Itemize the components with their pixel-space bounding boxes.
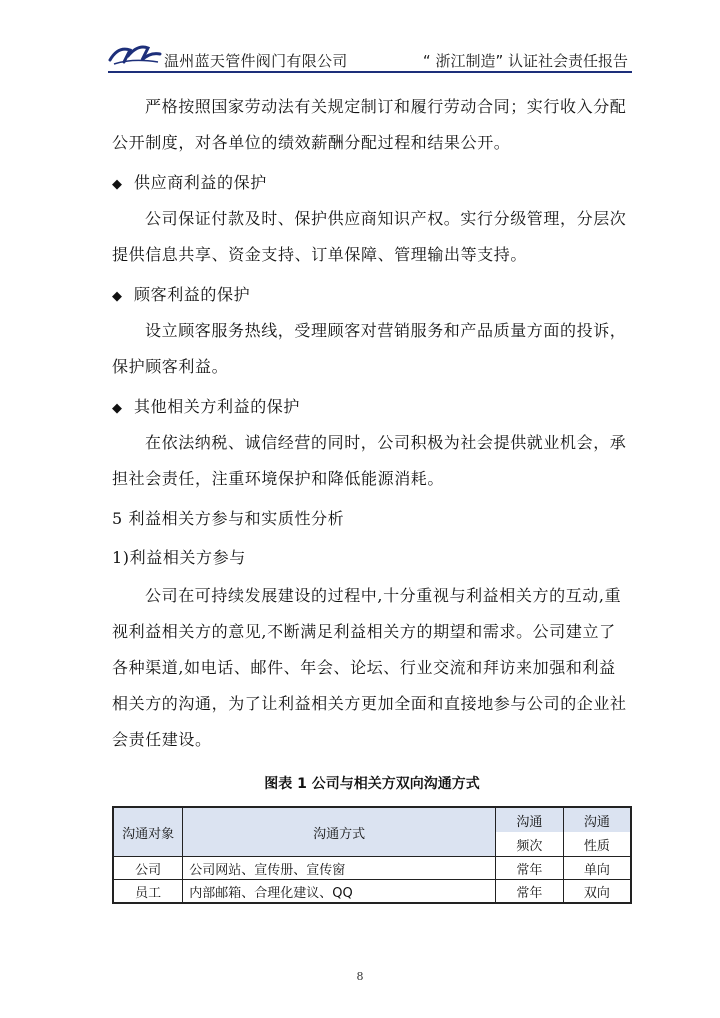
diamond-bullet-icon: ◆ (112, 289, 123, 304)
paragraph-stakeholder-participation (112, 578, 632, 758)
header-cell-frequency-top: 沟通 (495, 807, 563, 832)
cell-method: 内部邮箱、合理化建议、QQ (183, 880, 496, 904)
paragraph-customer (112, 313, 632, 385)
table-header-row (113, 807, 631, 832)
paragraph-line: 公司在可持续发展建设的过程中,十分重视与利益相关方的互动,重 (145, 586, 622, 605)
header-divider (108, 71, 632, 73)
report-title: “ 浙江制造” 认证社会责任报告 (422, 52, 628, 70)
cell-frequency: 常年 (495, 880, 563, 904)
cell-target: 员工 (113, 880, 183, 904)
company-name: 温州蓝天管件阀门有限公司 (164, 52, 348, 70)
header-cell-nature-top: 沟通 (563, 807, 631, 832)
paragraph-line: 公开制度，对各单位的绩效薪酬分配过程和结果公开。 (112, 133, 511, 152)
cell-nature: 双向 (563, 880, 631, 904)
bullet-supplier-protection (112, 165, 267, 203)
paragraph-other (112, 425, 632, 497)
header-cell-target: 沟通对象 (113, 807, 183, 857)
company-logo (108, 40, 162, 68)
table-row (113, 857, 631, 880)
cell-frequency: 常年 (495, 857, 563, 880)
paragraph-line: 保护顾客利益。 (112, 357, 229, 376)
communication-table (112, 806, 632, 904)
diamond-bullet-icon: ◆ (112, 177, 123, 192)
subsection-heading: 1)利益相关方参与 (112, 548, 246, 567)
paragraph-line: 在依法纳税、诚信经营的同时，公司积极为社会提供就业机会，承 (145, 433, 627, 452)
table-row (113, 880, 631, 904)
header-cell-nature-bottom: 性质 (563, 832, 631, 857)
paragraph-line: 会责任建设。 (112, 730, 212, 749)
bullet-label: 其他相关方利益的保护 (134, 397, 301, 416)
paragraph-line: 相关方的沟通，为了让利益相关方更加全面和直接地参与公司的企业社 (112, 694, 627, 713)
bullet-other-stakeholders (112, 389, 300, 427)
page-number: 8 (356, 970, 364, 983)
cell-method: 公司网站、宣传册、宣传窗 (183, 857, 496, 880)
cell-target: 公司 (113, 857, 183, 880)
bullet-label: 供应商利益的保护 (134, 173, 267, 192)
header-cell-frequency-bottom: 频次 (495, 832, 563, 857)
page-header (108, 38, 632, 72)
paragraph-line: 视利益相关方的意见,不断满足利益相关方的期望和需求。公司建立了 (112, 622, 616, 641)
bullet-label: 顾客利益的保护 (134, 285, 251, 304)
bullet-customer-protection (112, 277, 250, 315)
paragraph-line: 担社会责任，注重环境保护和降低能源消耗。 (112, 469, 445, 488)
cell-nature: 单向 (563, 857, 631, 880)
paragraph-line: 设立顾客服务热线，受理顾客对营销服务和产品质量方面的投诉， (145, 321, 627, 340)
paragraph-supplier (112, 201, 632, 273)
paragraph-line: 公司保证付款及时、保护供应商知识产权。实行分级管理，分层次 (145, 209, 627, 228)
paragraph-labor-contract (112, 89, 632, 161)
paragraph-line: 各种渠道,如电话、邮件、年会、论坛、行业交流和拜访来加强和利益 (112, 658, 616, 677)
paragraph-line: 提供信息共享、资金支持、订单保障、管理输出等支持。 (112, 245, 528, 264)
section-heading: 5 利益相关方参与和实质性分析 (112, 509, 345, 528)
paragraph-line: 严格按照国家劳动法有关规定制订和履行劳动合同；实行收入分配 (145, 97, 627, 116)
header-cell-method: 沟通方式 (183, 807, 496, 857)
table-caption: 图表 1 公司与相关方双向沟通方式 (264, 776, 480, 792)
diamond-bullet-icon: ◆ (112, 401, 123, 416)
